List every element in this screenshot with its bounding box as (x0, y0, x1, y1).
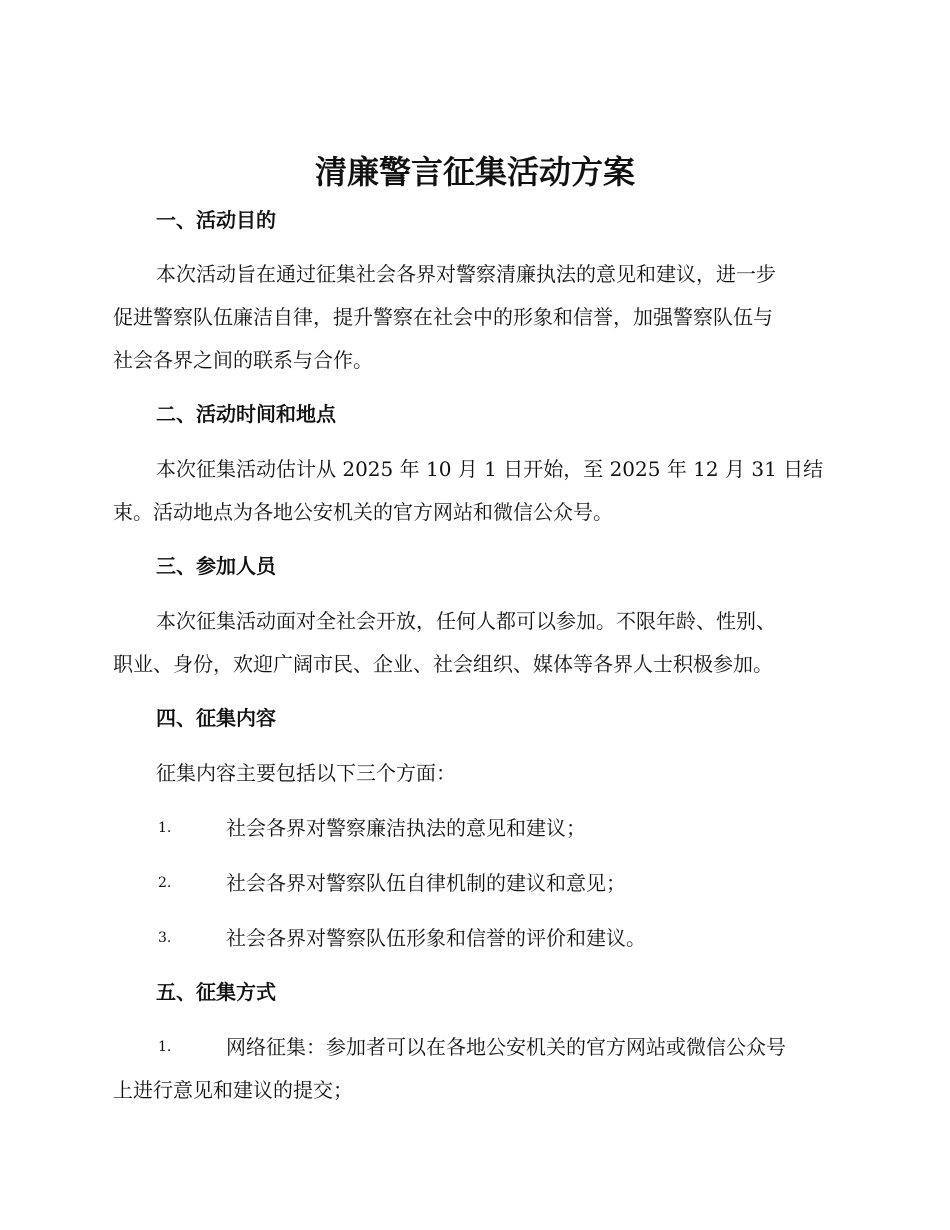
section-intro: 征集内容主要包括以下三个方面： (156, 761, 456, 785)
paragraph-line: 束。活动地点为各地公安机关的官方网站和微信公众号。 (113, 500, 613, 524)
paragraph-line: 本次征集活动估计从 2025 年 10 月 1 日开始，至 2025 年 12 月 31 日结 (156, 457, 824, 481)
paragraph-line: 本次活动旨在通过征集社会各界对警察清廉执法的意见和建议，进一步 (156, 262, 776, 286)
list-item-text: 社会各界对警察廉洁执法的意见和建议； (226, 816, 586, 840)
list-item-number: 1. (158, 820, 172, 836)
document-title: 清廉警言征集活动方案 (314, 153, 635, 191)
paragraph-line: 本次征集活动面对全社会开放，任何人都可以参加。不限年龄、性别、 (156, 609, 776, 633)
list-item-number: 2. (158, 875, 172, 891)
list-item-text: 社会各界对警察队伍形象和信誉的评价和建议。 (226, 926, 646, 950)
section-heading-method: 五、征集方式 (156, 980, 276, 1004)
section-heading-purpose: 一、活动目的 (156, 208, 276, 232)
paragraph-line: 促进警察队伍廉洁自律，提升警察在社会中的形象和信誉，加强警察队伍与 (113, 305, 773, 329)
list-item-text: 社会各界对警察队伍自律机制的建议和意见； (226, 871, 626, 895)
section-heading-time-place: 二、活动时间和地点 (156, 402, 336, 426)
section-heading-participants: 三、参加人员 (156, 554, 276, 578)
list-item-continuation: 上进行意见和建议的提交； (113, 1078, 353, 1102)
section-heading-content: 四、征集内容 (156, 706, 276, 730)
paragraph-line: 社会各界之间的联系与合作。 (113, 348, 373, 372)
list-item-text: 网络征集：参加者可以在各地公安机关的官方网站或微信公众号 (226, 1035, 786, 1059)
paragraph-line: 职业、身份，欢迎广阔市民、企业、社会组织、媒体等各界人士积极参加。 (113, 652, 773, 676)
list-item-number: 3. (158, 930, 172, 946)
list-item-number: 1. (158, 1039, 172, 1055)
